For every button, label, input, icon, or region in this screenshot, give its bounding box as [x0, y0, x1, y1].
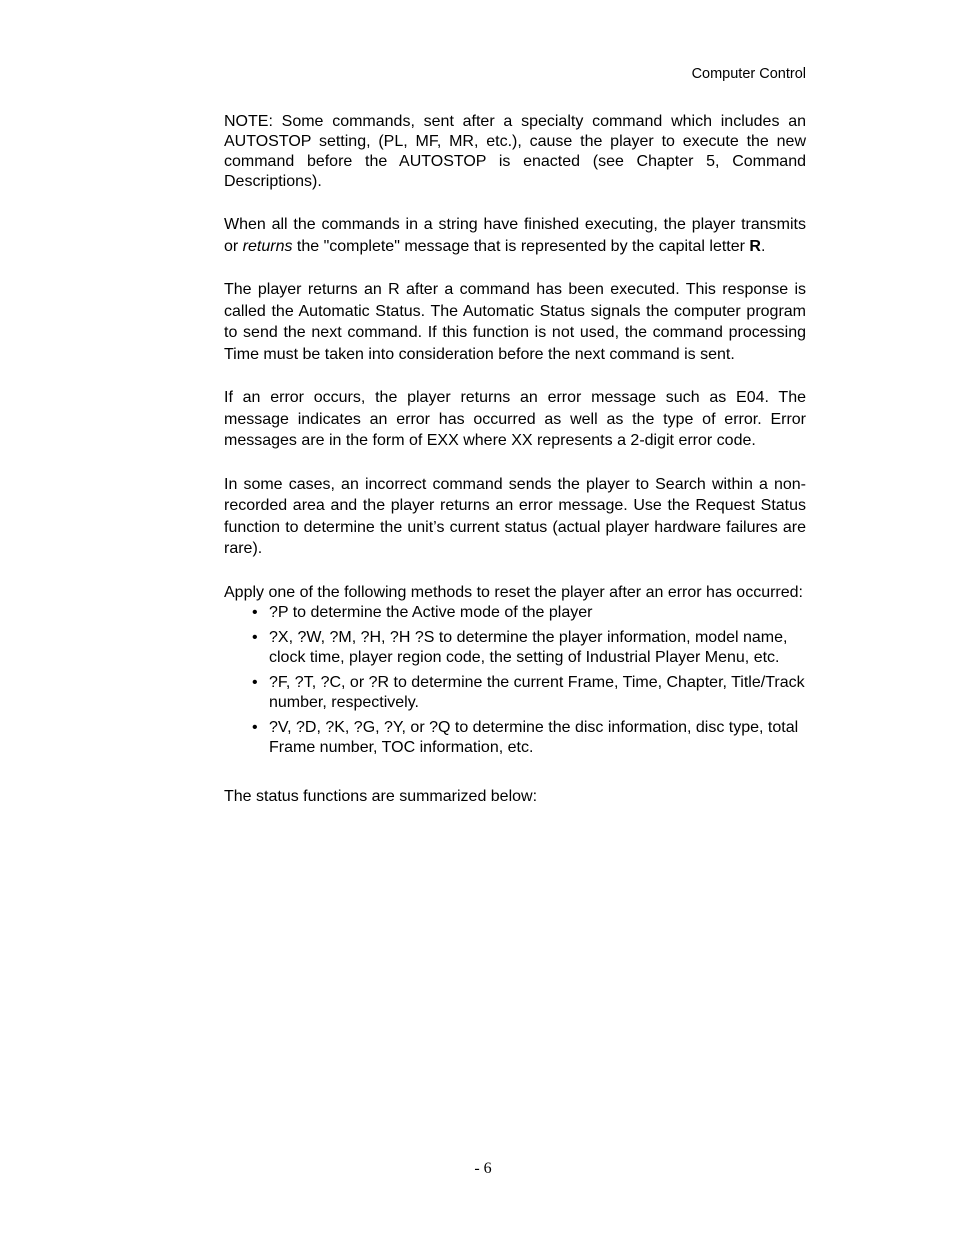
summary-paragraph: The status functions are summarized below: [224, 788, 538, 805]
complete-message-paragraph [224, 214, 806, 257]
page-body [224, 112, 806, 830]
list-item: • ?P to determine the Active mode of the player [269, 603, 806, 623]
page-number: 6 [483, 1160, 492, 1177]
error-message-paragraph: If an error occurs, the player returns an error message such as E04. The message indicates an error has occurred as well as the type of error. Error messages are in the form of EXX where XX represents a 2-digit error code. [224, 389, 806, 449]
page-number-dash: - [474, 1160, 480, 1177]
letter-r-bold: R [749, 237, 761, 255]
page-footer [0, 1160, 954, 1178]
complete-text-start: When all the commands in a string have finished executing, the player transmits or [224, 216, 806, 255]
complete-text-middle: the "complete" message that is represented by the capital letter [292, 237, 750, 255]
list-item: • ?F, ?T, ?C, or ?R to determine the current Frame, Time, Chapter, Title/Track number, respectively. [269, 673, 806, 713]
running-header: Computer Control [691, 66, 806, 82]
returns-emphasis: returns [242, 237, 293, 255]
reset-methods-intro: Apply one of the following methods to reset the player after an error has occurred: [224, 583, 803, 601]
list-item: • ?X, ?W, ?M, ?H, ?H ?S to determine the player information, model name, clock time, player region code, the setting of Industrial Player Menu, etc. [269, 628, 806, 668]
automatic-status-paragraph: The player returns an R after a command has been executed. This response is called the Automatic Status. The Automatic Status signals the computer program to send the next command. If this function is not used, the command processing Time must be taken into consideration before the next command is sent. [224, 281, 806, 363]
reset-methods-list [224, 603, 806, 758]
note-paragraph: NOTE: Some commands, sent after a specialty command which includes an AUTOSTOP setting, (PL, MF, MR, etc.), cause the player to execute the new command before the AUTOSTOP is enacted (see Chapter 5, Command Descriptions). [224, 113, 806, 190]
incorrect-command-paragraph: In some cases, an incorrect command sends the player to Search within a non-recorded area and the player returns an error message. Use the Request Status function to determine the unit’s current status (actual player hardware failures are rare). [224, 475, 806, 557]
complete-text-end: . [760, 237, 766, 255]
list-item: • ?V, ?D, ?K, ?G, ?Y, or ?Q to determine the disc information, disc type, total Frame number, TOC information, etc. [269, 718, 806, 758]
